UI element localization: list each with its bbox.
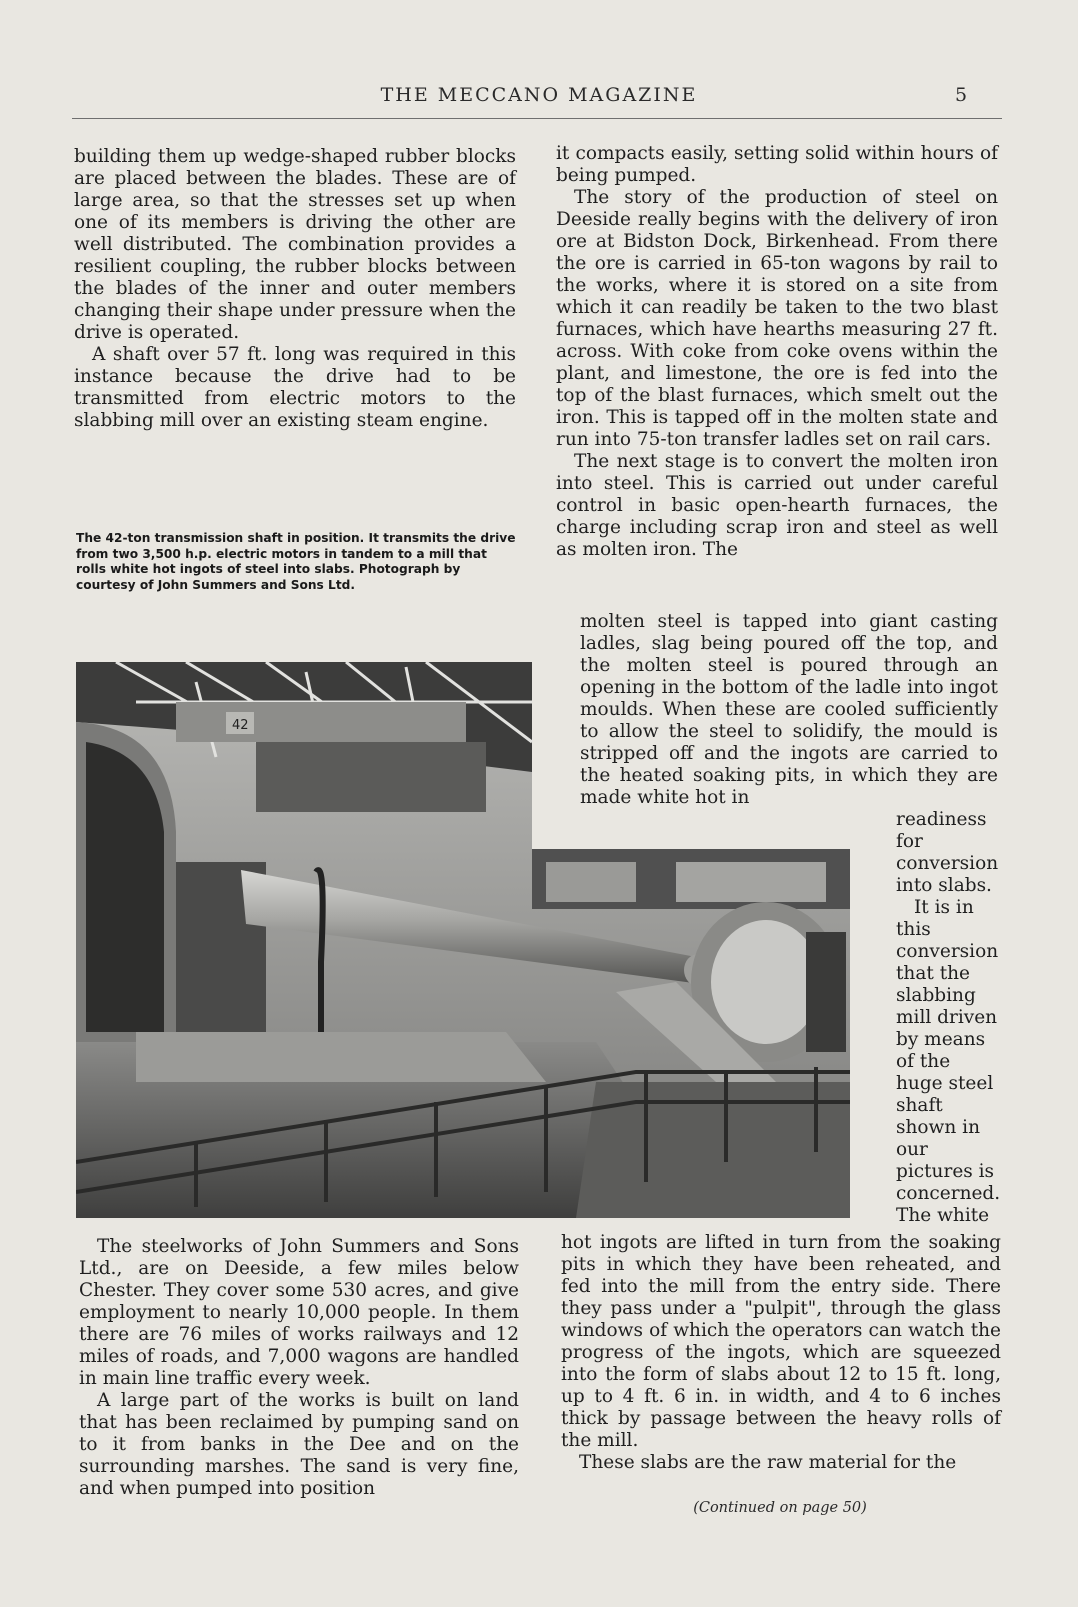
paragraph-ingot-moulds: molten steel is tapped into giant casting ladles, slag being poured off the top, and the molten steel is poured through an opening in the bottom of the ladle into ingot moulds. When these are cooled sufficiently to allow the steel to solidify, the mould is stripped off and the ingots are carried to the heated soaking pits, in which they are made white hot in: [580, 611, 998, 808]
header-rule: [72, 118, 1002, 119]
paragraph-steelworks: The steelworks of John Summers and Sons Ltd., are on Deeside, a few miles below Chester. They cover some 530 acres, and give employment to nearly 10,000 people. In them there are 76 miles of works railways and 12 miles of roads, and 7,000 wagons are handled in main line traffic every week.: [79, 1236, 519, 1389]
paragraph-rubber-blocks: building them up wedge-shaped rubber blocks are placed between the blades. These are of large area, so that the stresses set up when one of its members is driving the other are well distributed. The combination provides a resilient coupling, the rubber blocks between the blades of the inner and outer members changing their shape under pressure when the drive is operated.: [74, 146, 516, 343]
paragraph-readiness: readiness for conversion into slabs.: [896, 809, 999, 896]
paragraph-shaft-length: A shaft over 57 ft. long was required in this instance because the drive had to be transmitted from electric motors to the slabbing mill over an existing steam engine.: [74, 344, 516, 431]
left-column-bottom: [79, 1236, 519, 1500]
right-column-bottom: [561, 1232, 1001, 1474]
left-column-top: [74, 146, 516, 432]
paragraph-reclaimed-land: A large part of the works is built on land that has been reclaimed by pumping sand on to it from banks in the Dee and on the surrounding marshes. The sand is very fine, and when pumped into position: [79, 1390, 519, 1499]
right-column-narrow: [896, 809, 1000, 1227]
paragraph-molten-iron: The next stage is to convert the molten iron into steel. This is carried out under careful control in basic open-hearth furnaces, the charge including scrap iron and steel as well as molten iron. The: [556, 451, 998, 560]
paragraph-conversion: It is in this conversion that the slabbing mill driven by means of the huge steel shaft shown in our pictures is concerned. The white: [896, 897, 1001, 1226]
magazine-title: THE MECCANO MAGAZINE: [380, 84, 698, 106]
transmission-shaft-photo: [76, 662, 850, 1218]
page-number: 5: [955, 84, 968, 106]
paragraph-hot-ingots: hot ingots are lifted in turn from the soaking pits in which they have been reheated, and fed into the mill from the entry side. There they pass under a "pulpit", through the glass windows of which the operators can watch the progress of the ingots, which are squeezed into the form of slabs about 12 to 15 ft. long, up to 4 ft. 6 in. in width, and 4 to 6 inches thick by passage between the heavy rolls of the mill.: [561, 1232, 1001, 1451]
paragraph-iron-ore: The story of the production of steel on Deeside really begins with the delivery of iron ore at Bidston Dock, Birkenhead. From there the ore is carried in 65-ton wagons by rail to the works, where it is stored on a site from which it can readily be taken to the two blast furnaces, which have hearths measuring 27 ft. across. With coke from coke ovens within the plant, and limestone, the ore is fed into the top of the blast furnaces, which smelt out the iron. This is tapped off in the molten state and run into 75-ton transfer ladles set on rail cars.: [556, 187, 998, 450]
paragraph-slabs: These slabs are the raw material for the: [579, 1452, 957, 1473]
photo-caption: The 42-ton transmission shaft in position. It transmits the drive from two 3,500 h.p. electric motors in tandem to a mill that rolls white hot ingots of steel into slabs. Photograph by courtesy of John Summers and Sons Ltd.: [76, 531, 516, 592]
right-column-top: [556, 143, 998, 561]
shaft-marker-42: 42: [232, 718, 249, 733]
continued-note: (Continued on page 50): [693, 1500, 867, 1516]
crane-gantry: [176, 702, 466, 742]
paragraph-compacts: it compacts easily, setting solid within hours of being pumped.: [556, 143, 998, 186]
